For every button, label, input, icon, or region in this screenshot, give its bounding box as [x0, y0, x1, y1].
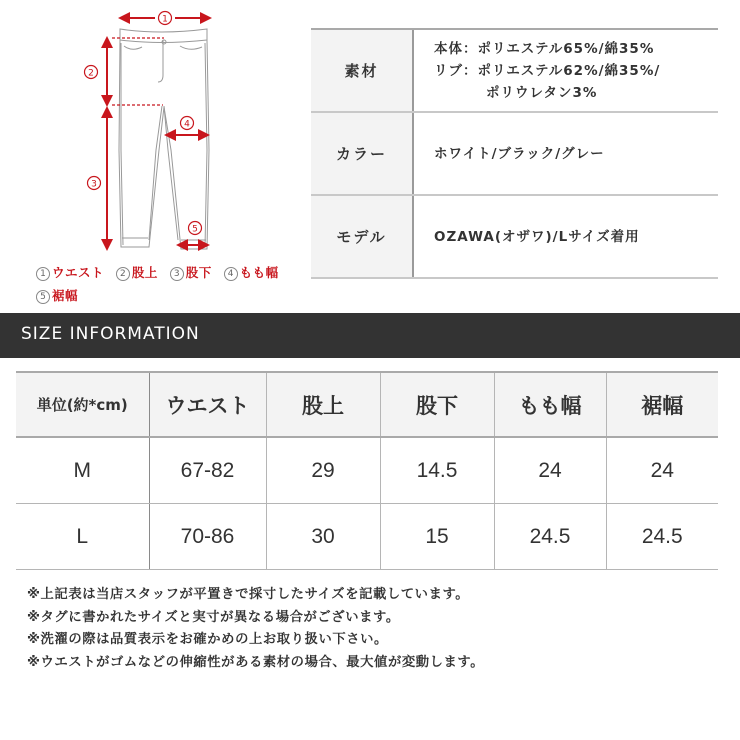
spec-row-color: [311, 113, 718, 196]
legend-item-inseam: [170, 265, 212, 280]
size-label: M: [16, 437, 149, 504]
legend-item-waist: [36, 265, 104, 280]
spec-value-line: ポリウレタン3%: [486, 84, 598, 101]
pants-measurement-diagram: [0, 0, 300, 310]
measurement-legend-line-1: [36, 263, 286, 281]
legend-label: もも幅: [239, 265, 279, 280]
legend-label: 裾幅: [52, 288, 79, 303]
spec-value: [414, 113, 718, 194]
spec-row-material: [311, 30, 718, 113]
table-row: [16, 504, 718, 570]
size-notes: [27, 584, 484, 674]
header-hem: 裾幅: [606, 372, 718, 437]
measurement-legend-line-2: [36, 286, 85, 304]
table-row: [16, 437, 718, 504]
header-inseam: 股下: [380, 372, 494, 437]
header-rise: 股上: [266, 372, 380, 437]
header-unit: 単位(約*cm): [16, 372, 149, 437]
table-cell: 29: [266, 437, 380, 504]
table-cell: 70-86: [149, 504, 266, 570]
legend-number: 4: [224, 267, 238, 281]
note-line: ※上記表は当店スタッフが平置きで採寸したサイズを記載しています。: [27, 587, 470, 602]
spec-row-model: [311, 196, 718, 279]
spec-value-line: 本体：ポリエステル65%/綿35%: [434, 40, 655, 57]
pants-illustration-icon: [0, 0, 300, 300]
header-waist: ウエスト: [149, 372, 266, 437]
svg-text:4: 4: [184, 119, 190, 130]
table-cell: 15: [380, 504, 494, 570]
spec-value-line: リブ：ポリエステル62%/綿35%/: [434, 62, 661, 79]
legend-label: 股上: [131, 265, 158, 280]
table-cell: 24.5: [494, 504, 606, 570]
legend-item-hem: [36, 288, 78, 303]
legend-number: 1: [36, 267, 50, 281]
section-title: SIZE INFORMATION: [21, 324, 200, 344]
legend-label: 股下: [185, 265, 212, 280]
spec-label: 素材: [311, 30, 414, 111]
size-table: [16, 371, 718, 570]
table-cell: 67-82: [149, 437, 266, 504]
header-thigh: もも幅: [494, 372, 606, 437]
size-table-header-row: [16, 372, 718, 437]
spec-value-line: ホワイト/ブラック/グレー: [434, 145, 605, 162]
spec-value: [414, 196, 718, 277]
spec-value: [414, 30, 718, 111]
note-line: ※洗濯の際は品質表示をお確かめの上お取り扱い下さい。: [27, 632, 388, 647]
legend-number: 5: [36, 290, 50, 304]
svg-text:5: 5: [192, 224, 198, 235]
legend-item-thigh: [224, 265, 279, 280]
legend-label: ウエスト: [52, 265, 105, 280]
note-line: ※ウエストがゴムなどの伸縮性がある素材の場合、最大値が変動します。: [27, 654, 485, 670]
table-cell: 24: [494, 437, 606, 504]
legend-number: 2: [116, 267, 130, 281]
svg-text:2: 2: [88, 68, 94, 79]
table-cell: 30: [266, 504, 380, 570]
legend-number: 3: [170, 267, 184, 281]
table-cell: 14.5: [380, 437, 494, 504]
size-label: L: [16, 504, 149, 570]
size-information-header: [0, 313, 740, 358]
legend-item-rise: [116, 265, 158, 280]
svg-text:3: 3: [91, 179, 97, 190]
spec-label: モデル: [311, 196, 414, 277]
product-spec-table: [311, 28, 718, 279]
svg-text:1: 1: [162, 14, 168, 25]
table-cell: 24.5: [606, 504, 718, 570]
table-cell: 24: [606, 437, 718, 504]
spec-label: カラー: [311, 113, 414, 194]
spec-value-line: OZAWA(オザワ)/Lサイズ着用: [434, 228, 640, 245]
note-line: ※タグに書かれたサイズと実寸が異なる場合がございます。: [27, 609, 400, 625]
